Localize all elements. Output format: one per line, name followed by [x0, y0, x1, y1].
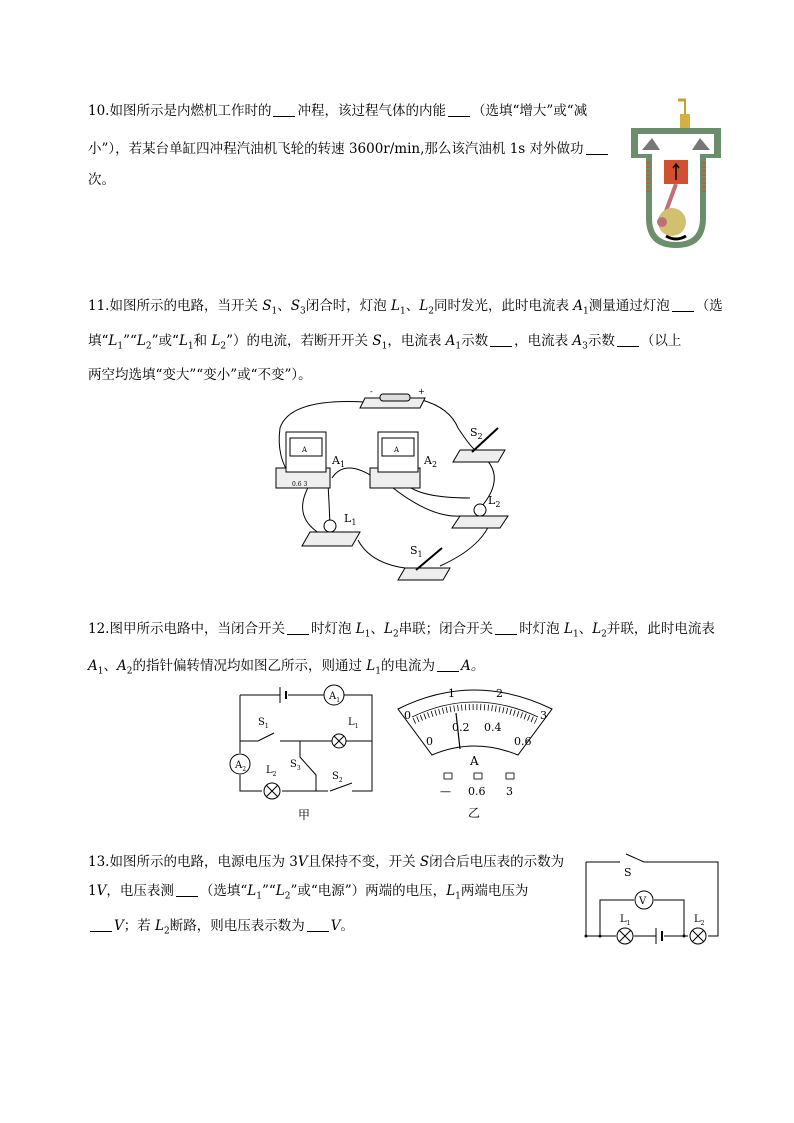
jia-s3: $S_3$ [290, 759, 301, 772]
q11-circuit-figure [270, 388, 530, 588]
yi-caption: 乙 [468, 806, 481, 820]
q12-blank-current[interactable] [437, 657, 459, 672]
q12-blank-series[interactable] [287, 620, 309, 635]
jia-caption: 甲 [298, 808, 311, 822]
q10-blank-stroke[interactable] [273, 102, 295, 117]
meter-bottom-1: 0.2 [452, 721, 470, 734]
a1-label: $A_1$ [332, 454, 346, 469]
meter-unit: A [470, 754, 479, 768]
q13-circuit [582, 850, 722, 950]
q13-l1: $L_1$ [620, 914, 631, 927]
q12-blank-parallel[interactable] [495, 620, 517, 635]
q12-meter-yi [392, 683, 562, 823]
meter-top-2: 2 [496, 687, 503, 700]
meter-top-3: 3 [540, 709, 547, 722]
terminal-06: 0.6 [468, 785, 486, 798]
q13-line3: V；若 $L_2$断路，则电压表示数为 V。 [88, 914, 564, 945]
q12-line2: $A_1$、$A_2$的指针偏转情况均如图乙所示，则通过 $L_1$的电流为 A。 [88, 657, 485, 677]
jia-s1: $S_1$ [258, 717, 269, 730]
question-13 [88, 850, 564, 944]
q11-line2: 填“$L_1”“L_2$”或“$L_1$和 $L_2$”）的电流，若断开开关 $S_1$，电流表 $A_1$示数 ，电流表 $A_3$示数 （以上 [88, 332, 682, 352]
q11-blank-a1[interactable] [490, 332, 512, 347]
battery-minus: - [370, 388, 373, 396]
meter-bottom-3: 0.6 [514, 735, 532, 748]
l1-label: $L_1$ [344, 512, 357, 527]
terminal-minus: — [440, 785, 451, 798]
meter-bottom-2: 0.4 [484, 721, 502, 734]
q10-blank-energy[interactable] [448, 102, 470, 117]
jia-l2: $L_2$ [266, 765, 277, 778]
jia-a1: $A_1$ [329, 691, 341, 704]
q10-line3: 次。 [88, 172, 115, 188]
s1-label: $S_1$ [410, 544, 423, 559]
q10-line1: 10.如图所示是内燃机工作时的 冲程，该过程气体的内能 （选填“增大”或“减 [88, 103, 588, 119]
q13-line2: 1V，电压表测 （选填“$L_1”“L_2$”或“电源”）两端的电压，$L_1$两端电压为 [88, 883, 529, 902]
q13-s-label: S [624, 866, 632, 879]
q13-blank-reading[interactable] [307, 917, 329, 932]
svg-text:A: A [302, 446, 308, 454]
svg-text:A: A [394, 446, 400, 454]
q11-blank-a3[interactable] [617, 332, 639, 347]
q13-line1: 13.如图所示的电路，电源电压为 3V且保持不变，开关 S闭合后电压表的示数为 [88, 854, 565, 870]
q11-line1: 11.如图所示的电路，当开关 $S_1$、$S_3$闭合时，灯泡 $L_1$、$L_2$同时发光，此时电流表 $A_1$测量通过灯泡 （选 [88, 298, 723, 317]
q12-line1: 12.图甲所示电路中，当闭合开关 时灯泡 $L_1$、$L_2$串联；闭合开关 时灯泡 $L_1$、$L_2$并联，此时电流表 [88, 621, 715, 640]
battery-plus: + [418, 388, 425, 396]
question-10 [88, 99, 610, 193]
q13-l2: $L_2$ [694, 914, 705, 927]
a1-scale: 0.6 3 [292, 481, 308, 488]
meter-top-1: 1 [448, 687, 455, 700]
a2-label: $A_2$ [424, 454, 438, 469]
jia-s2: $S_2$ [332, 771, 343, 784]
terminal-3: 3 [506, 785, 513, 798]
q10-blank-work[interactable] [586, 140, 608, 155]
q13-blank-measure[interactable] [176, 882, 198, 897]
q10-line2: 小”），若某台单缸四冲程汽油机飞轮的转速 3600r/min,那么该汽油机 1s 对外做功 [88, 137, 610, 162]
q12-circuit-jia [228, 683, 378, 823]
jia-a2: $A_2$ [235, 760, 247, 773]
s2-label: $S_2$ [470, 426, 483, 441]
q11-blank-lamp[interactable] [672, 297, 694, 312]
question-12 [88, 617, 715, 684]
jia-l1: $L_1$ [348, 717, 359, 730]
q13-voltmeter: V [639, 896, 647, 907]
l2-label: $L_2$ [488, 494, 501, 509]
q11-line3: 两空均选填“变大”“变小”或“不变”）。 [88, 367, 312, 384]
question-11 [88, 294, 723, 388]
q13-blank-l1-voltage[interactable] [90, 917, 112, 932]
engine-figure [626, 98, 726, 258]
meter-bottom-0: 0 [426, 735, 433, 748]
meter-top-0: 0 [404, 709, 411, 722]
